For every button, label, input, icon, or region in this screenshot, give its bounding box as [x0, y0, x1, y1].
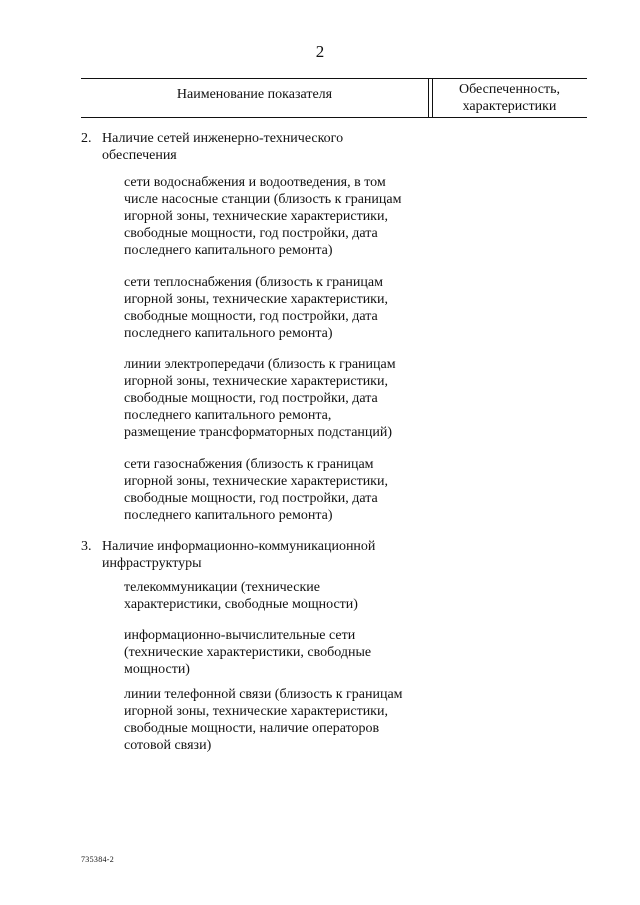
section-3-heading	[81, 538, 421, 572]
item-line: линии электропередачи (близость к границам	[124, 357, 396, 372]
section-number: 3.	[81, 539, 92, 554]
item-line: последнего капитального ремонта)	[124, 326, 333, 341]
item-line: размещение трансформаторных подстанций)	[124, 425, 393, 440]
section-title-line: Наличие сетей инженерно-технического	[102, 131, 344, 146]
item-line: (технические характеристики, свободные	[124, 645, 372, 660]
item-line: информационно-вычислительные сети	[124, 628, 356, 643]
item-water-supply	[124, 174, 444, 259]
item-line: сотовой связи)	[124, 738, 212, 753]
item-line: свободные мощности, год постройки, дата	[124, 226, 378, 241]
item-line: линии телефонной связи (близость к границам	[124, 687, 403, 702]
item-telephone-lines	[124, 686, 444, 754]
item-line: игорной зоны, технические характеристики,	[124, 292, 388, 307]
item-line: характеристики, свободные мощности)	[124, 597, 358, 612]
section-number: 2.	[81, 131, 92, 146]
item-computing-networks	[124, 627, 444, 678]
item-line: числе насосные станции (близость к границам	[124, 192, 402, 207]
section-title-line: Наличие информационно-коммуникационной	[102, 539, 376, 554]
item-line: последнего капитального ремонта,	[124, 408, 332, 423]
section-2-heading	[81, 130, 381, 164]
item-line: свободные мощности, год постройки, дата	[124, 309, 378, 324]
item-line: свободные мощности, наличие операторов	[124, 721, 380, 736]
section-title-line: инфраструктуры	[102, 556, 202, 571]
item-line: сети газоснабжения (близость к границам	[124, 457, 374, 472]
document-code: 735384-2	[81, 855, 115, 864]
item-gas-supply	[124, 456, 444, 524]
item-line: игорной зоны, технические характеристики,	[124, 374, 388, 389]
header-col-provision-line1: Обеспеченность,	[459, 82, 560, 97]
header-col-provision-line2: характеристики	[462, 99, 557, 114]
item-telecommunications	[124, 579, 444, 613]
page-number: 2	[315, 42, 325, 61]
item-line: игорной зоны, технические характеристики,	[124, 704, 388, 719]
table-header	[81, 78, 587, 118]
item-heat-supply	[124, 274, 444, 342]
header-col-indicator-name: Наименование показателя	[176, 87, 333, 102]
item-line: мощности)	[124, 662, 190, 677]
item-line: сети водоснабжения и водоотведения, в том	[124, 175, 386, 190]
item-line: последнего капитального ремонта)	[124, 243, 333, 258]
item-line: телекоммуникации (технические	[124, 580, 320, 595]
item-line: свободные мощности, год постройки, дата	[124, 491, 378, 506]
item-line: сети теплоснабжения (близость к границам	[124, 275, 383, 290]
item-line: игорной зоны, технические характеристики,	[124, 474, 388, 489]
section-title	[102, 538, 421, 572]
item-line: свободные мощности, год постройки, дата	[124, 391, 378, 406]
section-title	[102, 130, 381, 164]
item-line: игорной зоны, технические характеристики,	[124, 209, 388, 224]
item-power-lines	[124, 356, 444, 441]
item-line: последнего капитального ремонта)	[124, 508, 333, 523]
header-col-provision	[432, 81, 587, 115]
section-title-line: обеспечения	[102, 148, 177, 163]
